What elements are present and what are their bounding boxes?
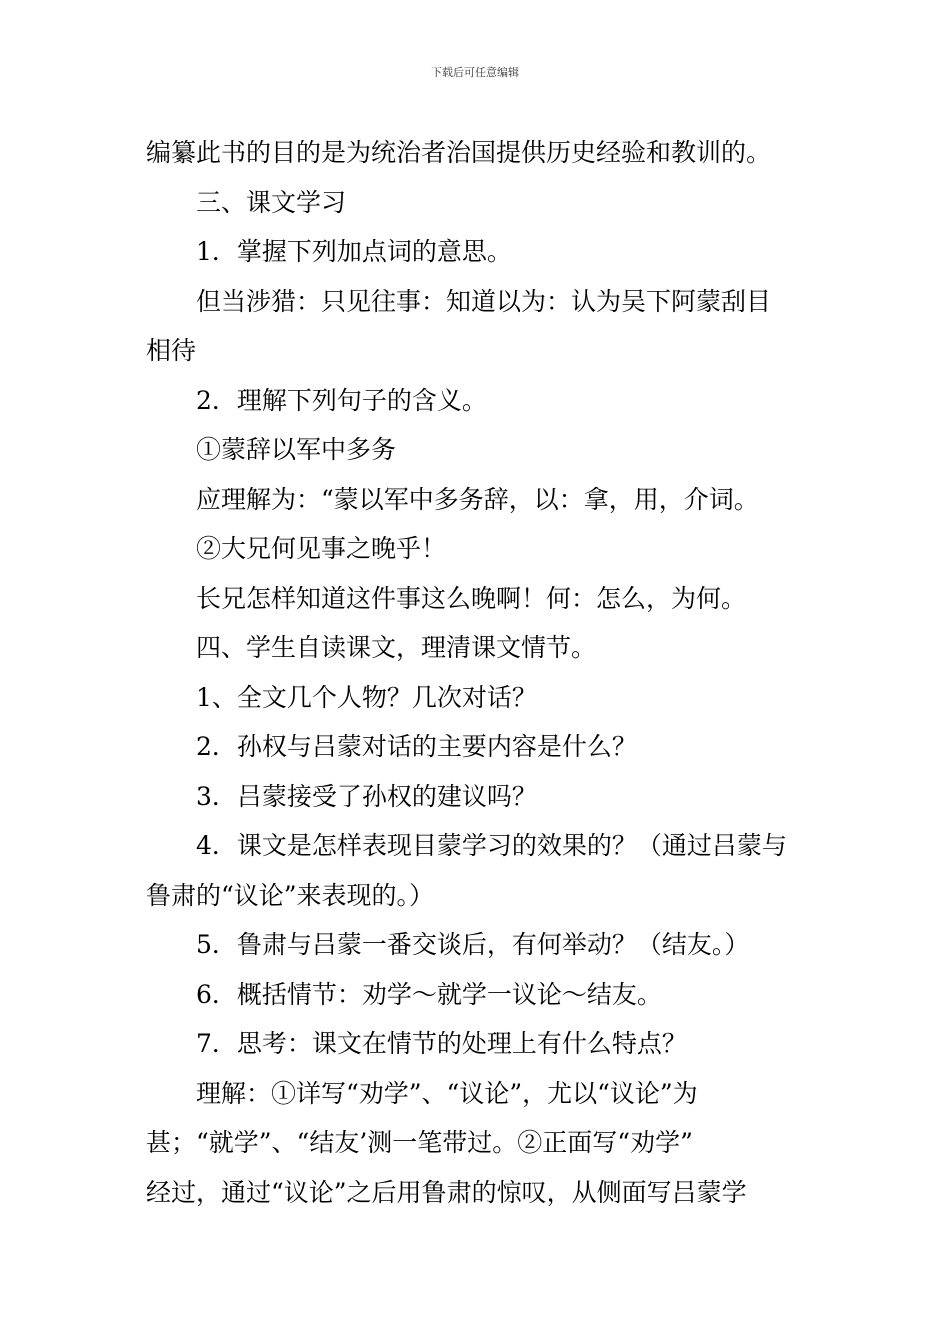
paragraph-line: 编纂此书的目的是为统治者治国提供历史经验和教训的。: [146, 138, 772, 167]
paragraph-line: 3．吕蒙接受了孙权的建议吗？: [196, 781, 537, 811]
section-heading: 三、课文学习: [196, 187, 347, 217]
page-header: 下载后可任意编辑: [431, 66, 519, 79]
paragraph-line: 应理解为：“蒙以军中多务辞，以：拿，用，介词。: [196, 484, 759, 514]
paragraph-line: 1、全文几个人物？几次对话？: [196, 682, 537, 712]
paragraph-line: 理解：①详写“劝学”、“议论”，尤以“议论”为: [196, 1078, 698, 1108]
paragraph-line: ①蒙辞以军中多务: [196, 435, 397, 464]
paragraph-line: 甚；“就学”、“结友’测一笔带过。②正面写“劝学”: [146, 1128, 693, 1157]
paragraph-line: 经过，通过“议论”之后用鲁肃的惊叹，从侧面写吕蒙学: [146, 1177, 747, 1207]
paragraph-line: 4．课文是怎样表现目蒙学习的效果的？（通过吕蒙与: [196, 831, 787, 860]
section-heading: 四、学生自读课文，理清课文情节。: [196, 633, 597, 662]
paragraph-line: 1．掌握下列加点词的意思。: [196, 237, 512, 266]
paragraph-line: 长兄怎样知道这件事这么晚啊！何：怎么，为何。: [196, 583, 747, 613]
paragraph-line: 但当涉猎：只见往事：知道以为：认为吴下阿蒙刮目: [196, 286, 772, 316]
paragraph-line: 鲁肃的“议论”来表现的。）: [146, 880, 435, 910]
paragraph-line: 7．思考：课文在情节的处理上有什么特点？: [196, 1029, 687, 1058]
paragraph-line: 2．孙权与吕蒙对话的主要内容是什么？: [196, 732, 637, 761]
paragraph-line: 相待: [146, 336, 197, 365]
paragraph-line: ②大兄何见事之晚乎！: [196, 534, 447, 563]
document-body: [146, 128, 808, 1217]
paragraph-line: 2．理解下列句子的含义。: [196, 385, 487, 415]
paragraph-line: 5．鲁肃与吕蒙一番交谈后，有何举动？（结友。）: [196, 930, 750, 959]
paragraph-line: 6．概括情节：劝学～就学一议论～结友。: [196, 979, 662, 1009]
